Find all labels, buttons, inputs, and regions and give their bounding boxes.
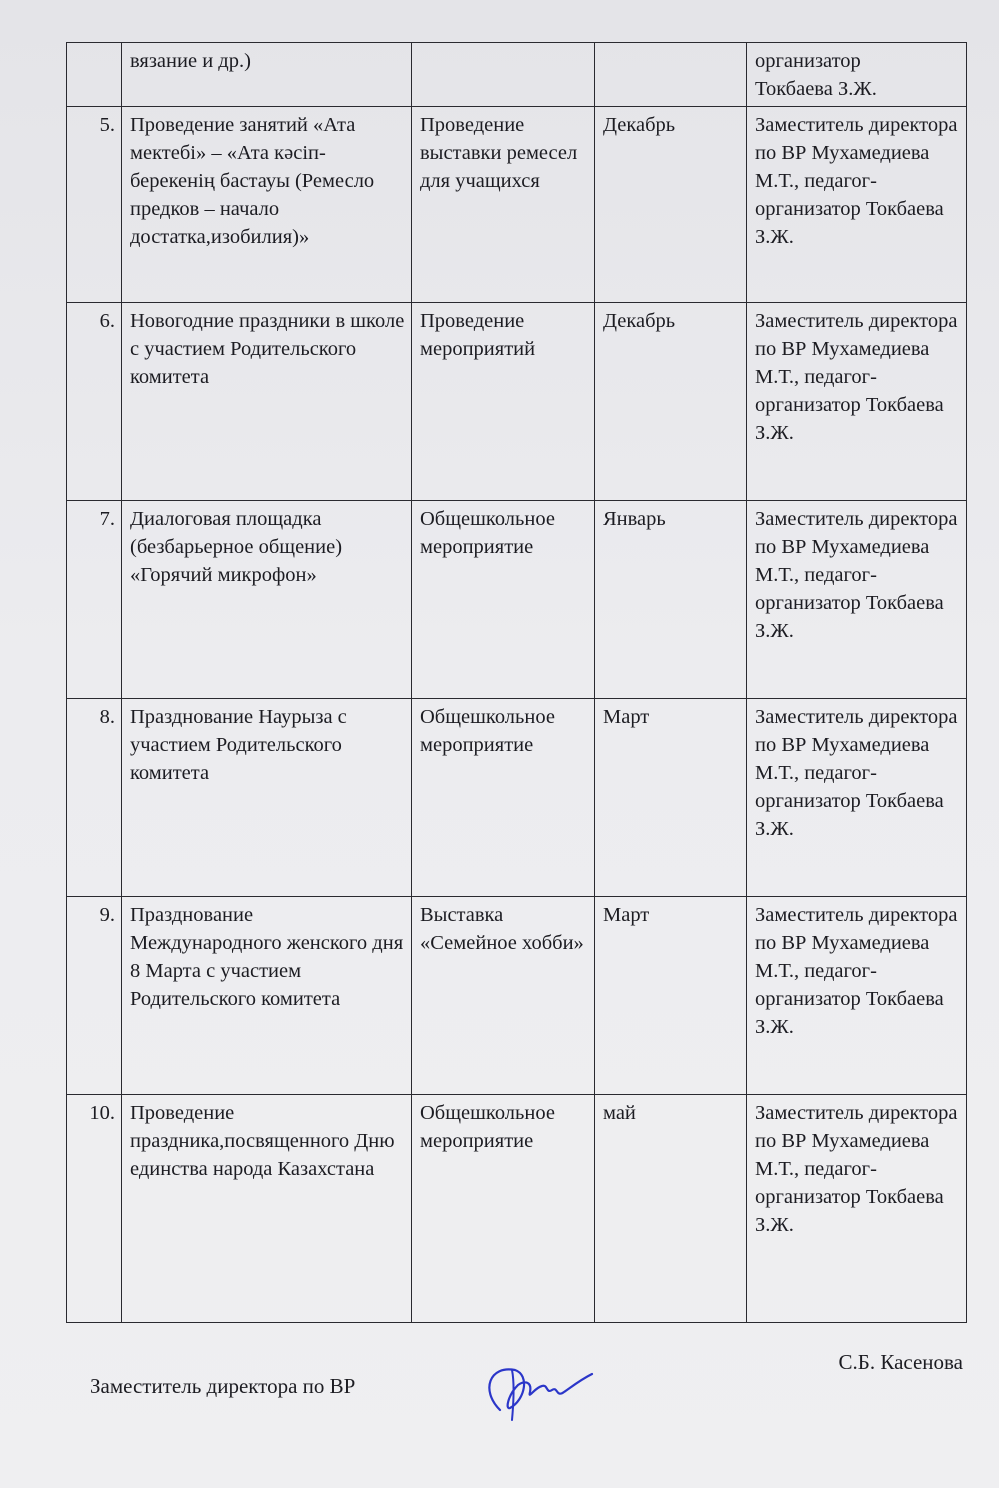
- form-cell: [412, 43, 595, 107]
- event-cell: Проведение занятий «Ата мектебі» – «Ата кәсіп- берекенің бастауы (Ремесло предков – начало достатка,изобилия)»: [122, 107, 412, 303]
- table-row: [67, 699, 967, 897]
- date-cell: Январь: [595, 501, 747, 699]
- signer-position: Заместитель директора по ВР: [90, 1374, 356, 1398]
- form-cell: Общешкольное мероприятие: [412, 699, 595, 897]
- row-number: [67, 43, 122, 107]
- signature-image: [470, 1340, 600, 1430]
- events-table: [66, 42, 967, 1323]
- signer-name: С.Б. Касенова: [838, 1350, 963, 1374]
- date-cell: [595, 43, 747, 107]
- date-cell: Март: [595, 897, 747, 1095]
- date-cell: Март: [595, 699, 747, 897]
- row-number: 6.: [67, 303, 122, 501]
- table-row: [67, 107, 967, 303]
- date-cell: Декабрь: [595, 107, 747, 303]
- table-row: [67, 1095, 967, 1323]
- responsible-cell: Заместитель директора по ВР Мухамедиева М.Т., педагог-организатор Токбаева З.Ж.: [747, 1095, 967, 1323]
- row-number: 7.: [67, 501, 122, 699]
- row-number: 8.: [67, 699, 122, 897]
- signature-block: [0, 1340, 999, 1460]
- event-cell: Празднование Наурыза с участием Родительского комитета: [122, 699, 412, 897]
- table-row: [67, 897, 967, 1095]
- responsible-cell: Заместитель директора по ВР Мухамедиева М.Т., педагог-организатор Токбаева З.Ж.: [747, 303, 967, 501]
- event-cell: Диалоговая площадка (безбарьерное общение) «Горячий микрофон»: [122, 501, 412, 699]
- responsible-cell: Заместитель директора по ВР Мухамедиева М.Т., педагог-организатор Токбаева З.Ж.: [747, 897, 967, 1095]
- form-cell: Общешкольное мероприятие: [412, 501, 595, 699]
- date-cell: Декабрь: [595, 303, 747, 501]
- responsible-cell: Заместитель директора по ВР Мухамедиева М.Т., педагог-организатор Токбаева З.Ж.: [747, 107, 967, 303]
- row-number: 5.: [67, 107, 122, 303]
- event-cell: Проведение праздника,посвященного Дню единства народа Казахстана: [122, 1095, 412, 1323]
- form-cell: Выставка «Семейное хобби»: [412, 897, 595, 1095]
- responsible-cell: Заместитель директора по ВР Мухамедиева М.Т., педагог-организатор Токбаева З.Ж.: [747, 501, 967, 699]
- form-cell: Проведение мероприятий: [412, 303, 595, 501]
- row-number: 10.: [67, 1095, 122, 1323]
- responsible-cell: организатор Токбаева З.Ж.: [747, 43, 967, 107]
- form-cell: Общешкольное мероприятие: [412, 1095, 595, 1323]
- table-row: [67, 303, 967, 501]
- event-cell: Новогодние праздники в школе с участием Родительского комитета: [122, 303, 412, 501]
- table-row: [67, 501, 967, 699]
- row-number: 9.: [67, 897, 122, 1095]
- date-cell: май: [595, 1095, 747, 1323]
- form-cell: Проведение выставки ремесел для учащихся: [412, 107, 595, 303]
- responsible-cell: Заместитель директора по ВР Мухамедиева М.Т., педагог-организатор Токбаева З.Ж.: [747, 699, 967, 897]
- event-cell: Празднование Международного женского дня 8 Марта с участием Родительского комитета: [122, 897, 412, 1095]
- table-row: [67, 43, 967, 107]
- event-cell: вязание и др.): [122, 43, 412, 107]
